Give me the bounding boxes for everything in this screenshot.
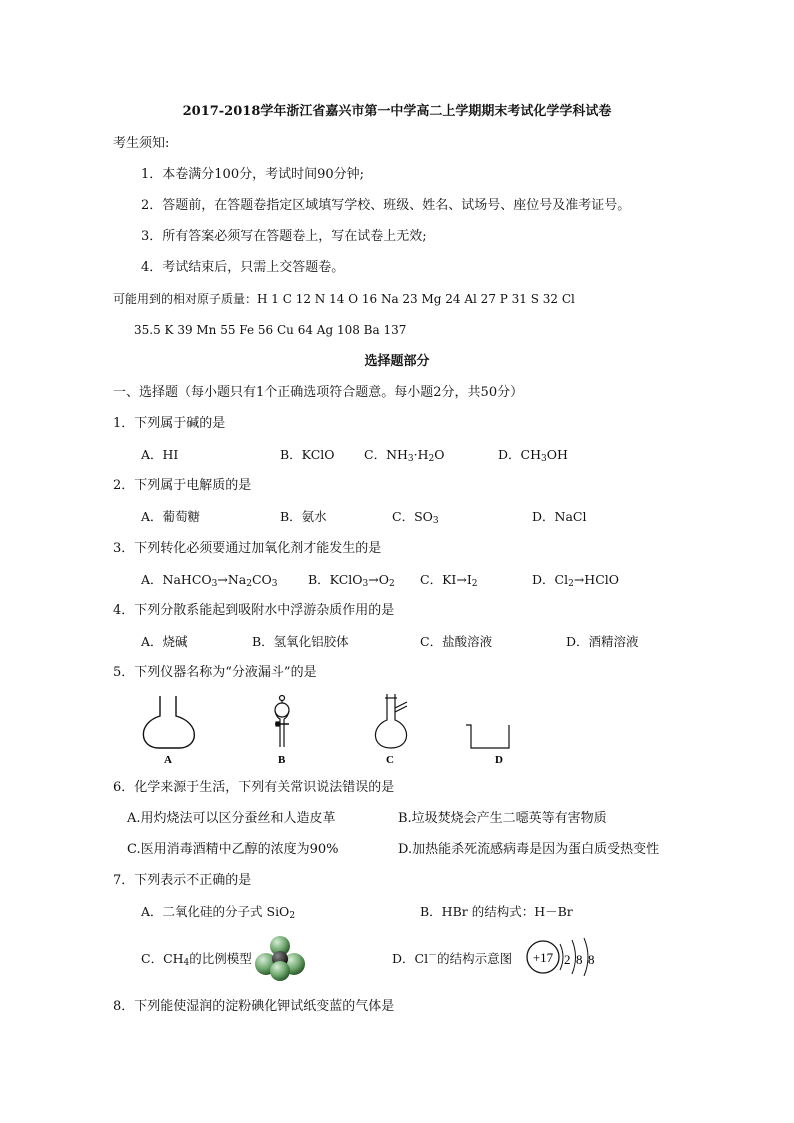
apparatus-label-c: C <box>386 754 394 765</box>
apparatus-figure <box>135 690 535 765</box>
shell-count-3: 8 <box>588 952 595 967</box>
chloride-ion-structure-diagram <box>524 936 606 976</box>
shell-count-1: 2 <box>564 952 571 967</box>
shell-count-2: 8 <box>576 952 583 967</box>
q3-option-c: C．$KI\to I_2$ <box>420 572 478 589</box>
q4-option-b: B．氢氧化铝胶体 <box>252 634 349 649</box>
apparatus-label-a: A <box>164 754 172 765</box>
q1-option-a: A．HI <box>141 447 179 462</box>
atomic-mass-line-2: 35.5 K 39 Mn 55 Fe 56 Cu 64 Ag 108 Ba 137 <box>134 323 407 337</box>
q6-stem: 6．化学来源于生活，下列有关常识说法错误的是 <box>113 780 395 795</box>
exam-title: 2017-2018学年浙江省嘉兴市第一中学高二上学期期末考试化学学科试卷 <box>182 104 612 119</box>
notice-item-4: 4．考试结束后，只需上交答题卷。 <box>141 260 345 275</box>
q7-option-b: B．HBr 的结构式：H－Br <box>420 904 573 919</box>
q2-option-b: B．氨水 <box>280 509 327 524</box>
notice-heading: 考生须知: <box>113 136 170 151</box>
q6-option-d: D.加热能杀死流感病毒是因为蛋白质受热变性 <box>398 842 660 857</box>
methane-model-icon <box>252 934 308 982</box>
q1-option-c: C．$NH_3\cdot H_2O$ <box>364 447 445 464</box>
q2-option-a: A．葡萄糖 <box>141 509 201 524</box>
electron-shell-arc <box>560 944 563 970</box>
q1-option-b: B．KClO <box>280 447 335 462</box>
notice-item-3: 3．所有答案必须写在答题卷上，写在试卷上无效; <box>141 229 427 244</box>
q7-option-a: A．二氧化硅的分子式 SiO$_2$ <box>141 904 296 921</box>
q3-option-a: A．$NaHCO_3\to Na_2CO_3$ <box>141 572 278 589</box>
q6-option-b: B.垃圾焚烧会产生二噁英等有害物质 <box>398 811 607 826</box>
q5-stem: 5．下列仪器名称为“分液漏斗”的是 <box>113 665 317 680</box>
part-one-heading: 一、选择题（每小题只有1个正确选项符合题意。每小题2分，共50分） <box>113 385 524 400</box>
flask-a-icon <box>143 696 194 748</box>
q7-option-c: C．$CH_4$的比例模型 <box>141 951 252 968</box>
q4-stem: 4．下列分散系能起到吸附水中浮游杂质作用的是 <box>113 603 395 618</box>
q7-stem: 7．下列表示不正确的是 <box>113 873 252 888</box>
q2-option-c: C．$SO_3$ <box>392 509 439 526</box>
q2-option-d: D．NaCl <box>532 509 587 524</box>
notice-item-1: 1．本卷满分100分，考试时间90分钟; <box>141 167 365 182</box>
apparatus-label-b: B <box>278 754 286 765</box>
q7-option-d: D．Cl－的结构示意图 <box>392 951 513 966</box>
q6-option-c: C.医用消毒酒精中乙醇的浓度为90% <box>127 842 339 857</box>
notice-item-2: 2．答题前，在答题卷指定区域填写学校、班级、姓名、试场号、座位号及准考证号。 <box>141 198 631 213</box>
section-title: 选择题部分 <box>364 354 430 369</box>
beaker-icon <box>466 725 509 748</box>
q2-stem: 2．下列属于电解质的是 <box>113 478 252 493</box>
q3-option-d: D．$Cl_2\to HClO$ <box>532 572 620 589</box>
q1-option-d: D．$CH_3OH$ <box>498 447 568 464</box>
distillation-flask-icon <box>375 694 407 748</box>
separatory-funnel-icon <box>275 696 289 748</box>
q3-stem: 3．下列转化必须要通过加氧化剂才能发生的是 <box>113 541 382 556</box>
nucleus-charge: +17 <box>532 950 554 965</box>
atomic-mass-line-1: 可能用到的相对原子质量：H 1 C 12 N 14 O 16 Na 23 Mg 24 Al 27 P 31 S 32 Cl <box>113 292 575 306</box>
q8-stem: 8．下列能使湿润的淀粉碘化钾试纸变蓝的气体是 <box>113 999 395 1014</box>
q3-option-b: B．$KClO_3\to O_2$ <box>308 572 395 589</box>
q6-option-a: A.用灼烧法可以区分蚕丝和人造皮革 <box>127 811 336 826</box>
electron-shell-arc <box>572 940 576 974</box>
apparatus-label-d: D <box>495 754 503 765</box>
q4-option-a: A．烧碱 <box>141 634 188 649</box>
q4-option-c: C．盐酸溶液 <box>420 634 493 649</box>
q4-option-d: D．酒精溶液 <box>566 634 639 649</box>
q1-stem: 1．下列属于碱的是 <box>113 416 226 431</box>
